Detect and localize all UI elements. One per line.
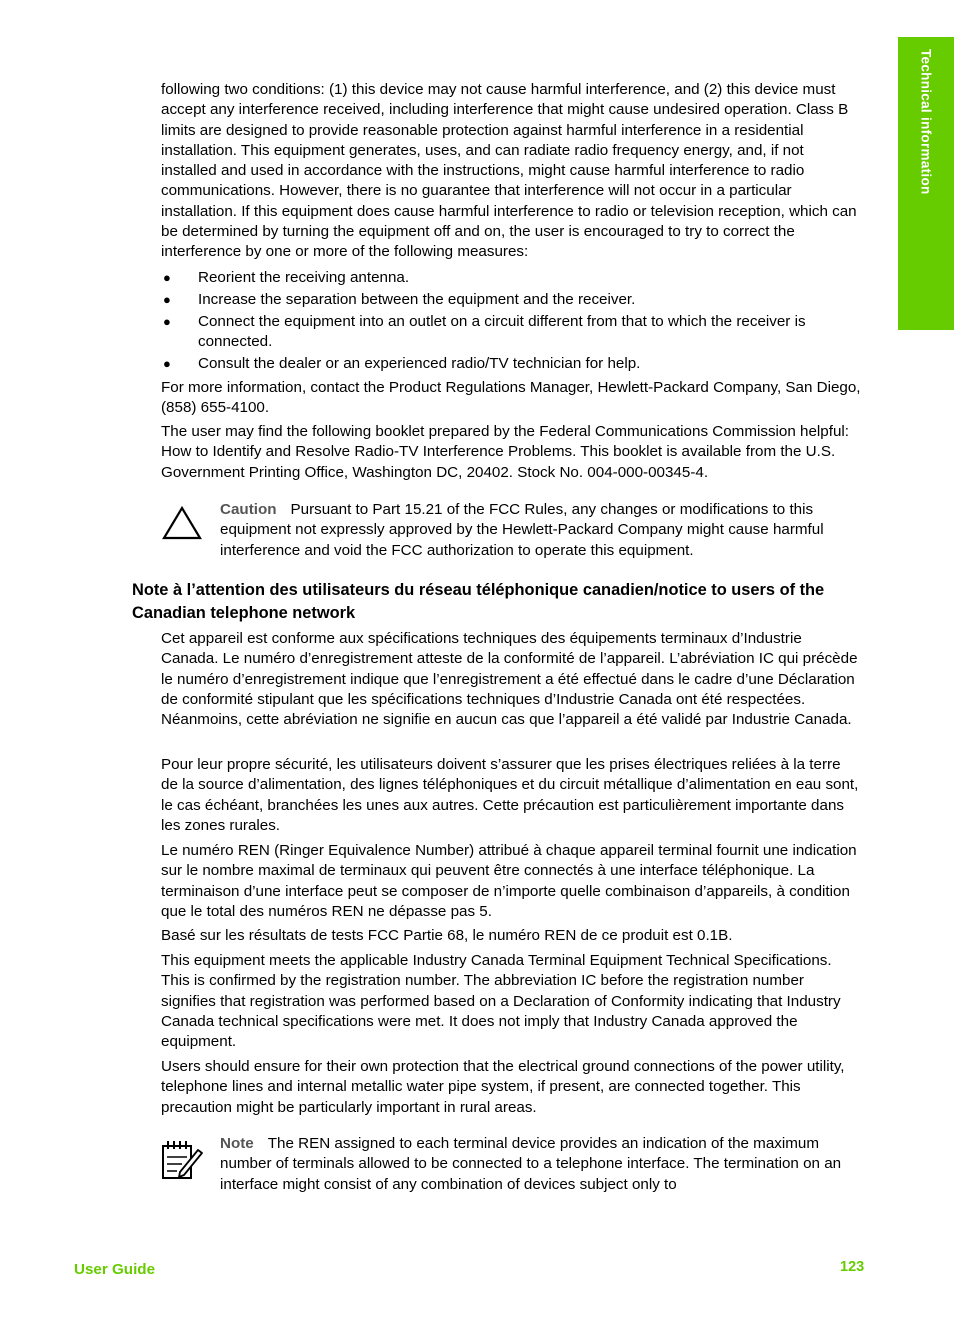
paragraph-fcc-conditions: following two conditions: (1) this device may not cause harmful interference, and (2) this device must accept any interference received, including interference that might cause undesired operation. Class B limits are designed to provide reasonable protection against harmful interference in a residential installation. This equipment generates, uses, and can radiate radio frequency energy, and, if not installed and used in accordance with the instructions, might cause harmful interference to radio communications. However, there is no guarantee that interference will not occur in a particular installation. If this equipment does cause harmful interference to radio or television reception, which can be determined by turning the equipment off and on, the user is encouraged to try to correct the interference by one or more of the following measures:	[161, 81, 857, 261]
paragraph-en-ground: Users should ensure for their own protection that the electrical ground connections of the power utility, telephone lines and internal metallic water pipe system, if present, are connected together. This precaution might be particularly important in rural areas.	[161, 1058, 845, 1116]
caution-triangle-icon	[161, 505, 203, 541]
note-callout	[220, 1134, 865, 1195]
caution-text: Pursuant to Part 15.21 of the FCC Rules, any changes or modifications to this equipment not expressly approved by the Hewlett-Packard Company might cause harmful interference and void the FCC authorization to operate this equipment.	[220, 501, 824, 559]
footer-title: User Guide	[74, 1261, 156, 1278]
side-tab	[898, 37, 954, 330]
bullet-marker: ●	[163, 292, 171, 307]
bullet-item: Increase the separation between the equipment and the receiver.	[198, 291, 636, 308]
paragraph-fr-ren: Le numéro REN (Ringer Equivalence Number) attribué à chaque appareil terminal fournit une indication sur le nombre maximal de terminaux qui peuvent être connectés à une interface téléphonique. La terminaison d’une interface peut se composer de n’importe quelle combinaison d’appareils, à condition que le total des numéros REN ne dépasse pas 5.	[161, 842, 857, 920]
note-label: Note	[220, 1135, 254, 1152]
paragraph-booklet: The user may find the following booklet prepared by the Federal Communications Commission helpful: How to Identify and Resolve Radio-TV Interference Problems. This booklet is available from the U.S. Government Printing Office, Washington DC, 20402. Stock No. 004-000-00345-4.	[161, 423, 849, 481]
paragraph-fr-conformity: Cet appareil est conforme aux spécifications techniques des équipements terminaux d’Industrie Canada. Le numéro d’enregistrement atteste de la conformité de l’appareil. L’abréviation IC qui précède le numéro d’enregistrement indique que l’enregistrement a été effectué dans le cadre d’une Déclaration de conformité stipulant que les spécifications techniques d’Industrie Canada ont été respectées. Néanmoins, cette abréviation ne signifie en aucun cas que l’appareil a été validé par Industrie Canada.	[161, 630, 858, 729]
bullet-marker: ●	[163, 356, 171, 371]
bullet-item: Consult the dealer or an experienced radio/TV technician for help.	[198, 355, 641, 372]
note-text: The REN assigned to each terminal device provides an indication of the maximum number of terminals allowed to be connected to a telephone interface. The termination on an interface might consist of any combination of devices subject only to	[220, 1135, 842, 1193]
paragraph-en-specifications: This equipment meets the applicable Industry Canada Terminal Equipment Technical Specifications. This is confirmed by the registration number. The abbreviation IC before the registration number signifies that registration was performed based on a Declaration of Conformity indicating that Industry Canada technical specifications were met. It does not imply that Industry Canada approved the equipment.	[161, 952, 841, 1051]
paragraph-fr-ren-value: Basé sur les résultats de tests FCC Partie 68, le numéro REN de ce produit est 0.1B.	[161, 927, 733, 944]
paragraph-fr-safety: Pour leur propre sécurité, les utilisateurs doivent s’assurer que les prises électriques reliées à la terre de la source d’alimentation, des lignes téléphoniques et du circuit métallique d’alimentation en eau sont, le cas échéant, branchées les unes aux autres. Cette précaution est particulièrement importante dans les zones rurales.	[161, 756, 859, 834]
section-heading: Note à l’attention des utilisateurs du réseau téléphonique canadien/notice to users of the Canadian telephone network	[132, 581, 825, 622]
bullet-item: Connect the equipment into an outlet on a circuit different from that to which the receiver is connected.	[198, 313, 806, 351]
caution-label: Caution	[220, 501, 277, 518]
bullet-item: Reorient the receiving antenna.	[198, 269, 410, 286]
bullet-marker: ●	[163, 270, 171, 285]
page-number: 123	[840, 1259, 865, 1275]
bullet-marker: ●	[163, 314, 171, 329]
caution-callout	[220, 500, 865, 561]
side-tab-label: Technical information	[918, 49, 934, 195]
paragraph-more-info: For more information, contact the Product Regulations Manager, Hewlett-Packard Company, San Diego, (858) 655-4100.	[161, 379, 861, 417]
note-pad-icon	[160, 1138, 204, 1182]
